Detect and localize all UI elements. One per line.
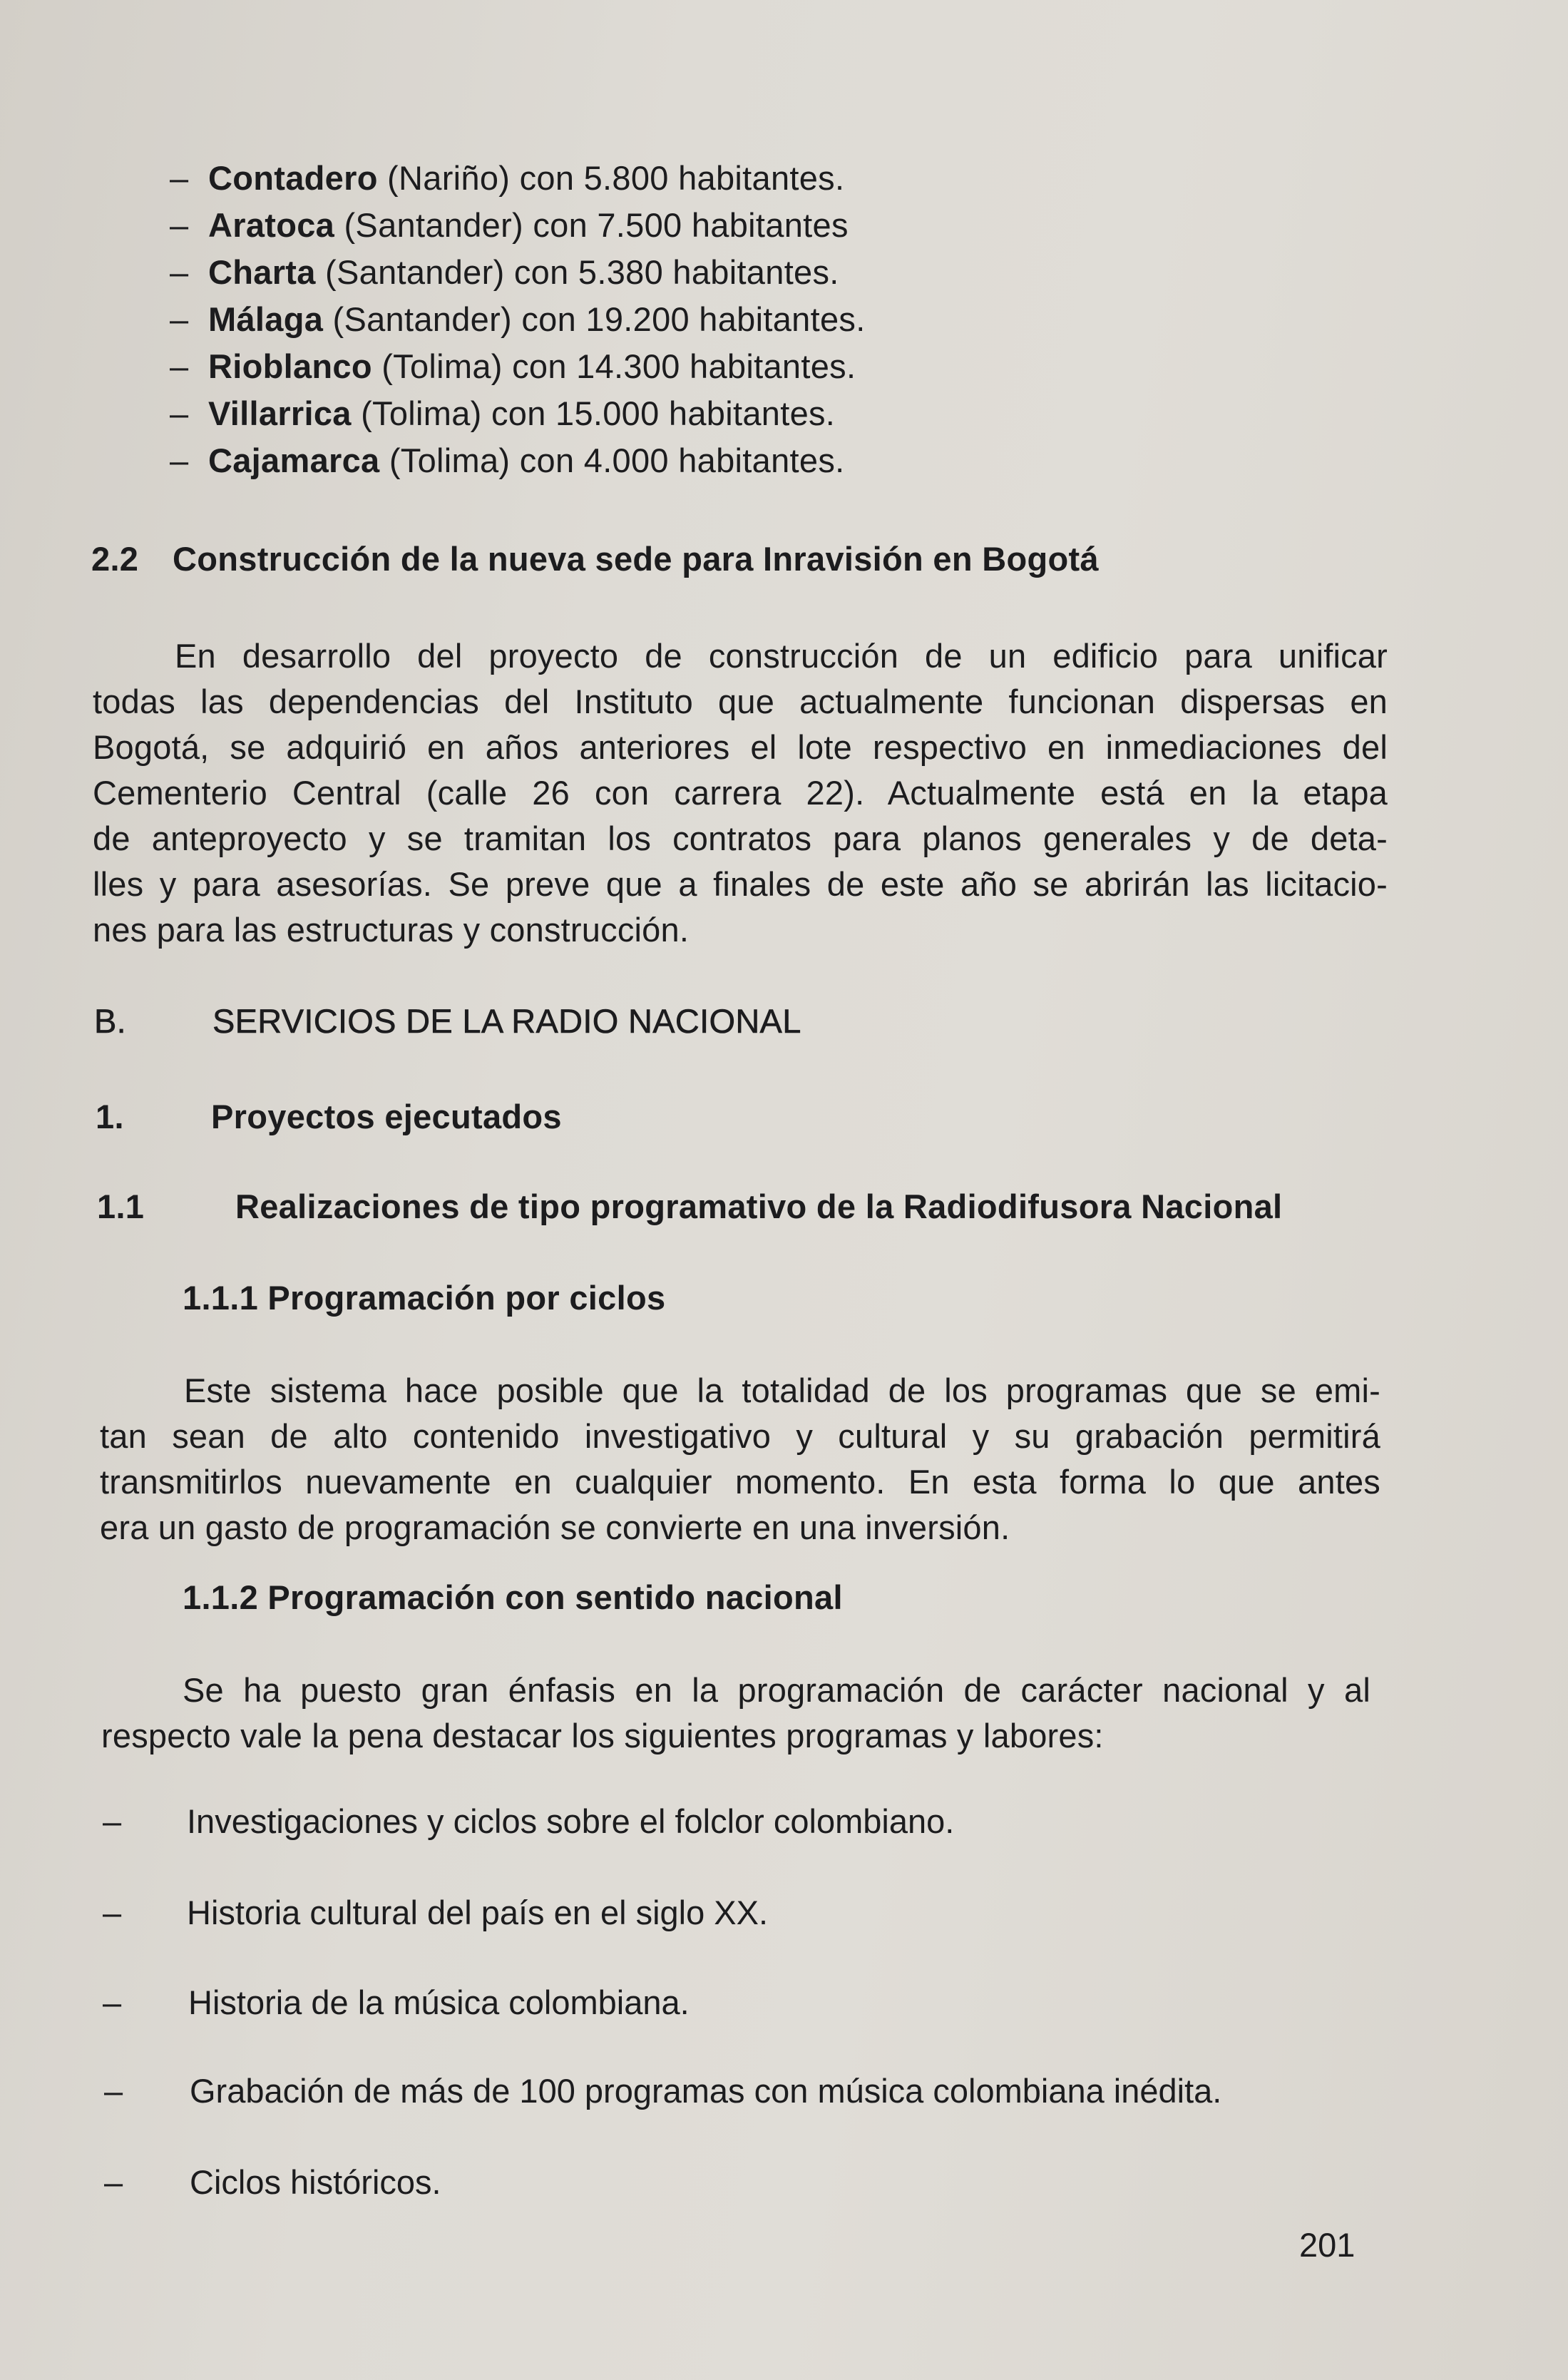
list-item-text: Historia cultural del país en el siglo XX. xyxy=(187,1894,769,1931)
paragraph-ciclos xyxy=(100,1368,1380,1551)
section-heading-1-1-1: 1.1.1 Programación por ciclos xyxy=(183,1279,666,1317)
section-heading-1-1 xyxy=(97,1185,1282,1228)
paragraph-line: Bogotá, se adquirió en años anteriores el lote respectivo en inmediaciones del xyxy=(93,728,1388,766)
section-heading-1 xyxy=(96,1095,562,1138)
dash-bullet: – xyxy=(103,1983,122,2021)
page-number: 201 xyxy=(1299,2226,1356,2264)
list-item-text: Historia de la música colombiana. xyxy=(188,1983,690,2021)
town-name: Cajamarca xyxy=(208,441,380,479)
town-detail: (Nariño) con 5.800 habitantes. xyxy=(377,159,845,197)
town-name: Rioblanco xyxy=(208,347,372,385)
list-item xyxy=(170,157,844,200)
town-detail: (Tolima) con 15.000 habitantes. xyxy=(351,394,836,432)
dash-bullet: – xyxy=(170,253,189,291)
list-item xyxy=(170,298,866,341)
list-item xyxy=(170,392,835,435)
town-detail: (Santander) con 5.380 habitantes. xyxy=(315,253,839,291)
list-item xyxy=(170,251,839,294)
paragraph-line: nes para las estructuras y construcción. xyxy=(93,911,690,949)
paragraph-line: Se ha puesto gran énfasis en la programación de carácter nacional y al xyxy=(183,1671,1370,1709)
list-item-text: Ciclos históricos. xyxy=(190,2163,441,2201)
paragraph-line: era un gasto de programación se convierte en una inversión. xyxy=(100,1508,1010,1546)
section-title: Construcción de la nueva sede para Inravisión en Bogotá xyxy=(173,540,1099,578)
section-number: 1. xyxy=(96,1098,124,1135)
paragraph-line: Este sistema hace posible que la totalidad de los programas que se emi- xyxy=(184,1372,1380,1409)
paragraph-line: En desarrollo del proyecto de construcción de un edificio para unificar xyxy=(175,637,1388,675)
town-detail: (Santander) con 19.200 habitantes. xyxy=(323,300,866,338)
paragraph-sentido-nacional xyxy=(101,1667,1370,1759)
section-title: Realizaciones de tipo programativo de la Radiodifusora Nacional xyxy=(235,1188,1283,1225)
list-item xyxy=(170,345,856,388)
paragraph-line: respecto vale la pena destacar los siguientes programas y labores: xyxy=(101,1717,1104,1755)
town-name: Contadero xyxy=(208,159,378,197)
section-number: 2.2 xyxy=(91,540,139,578)
paragraph-sede xyxy=(93,633,1388,953)
list-item xyxy=(170,439,844,482)
paragraph-line: de anteproyecto y se tramitan los contratos para planos generales y de deta- xyxy=(93,819,1388,857)
paragraph-line: todas las dependencias del Instituto que actualmente funcionan dispersas en xyxy=(93,683,1388,720)
section-number: 1.1 xyxy=(97,1188,145,1225)
dash-bullet: – xyxy=(170,347,189,385)
dash-bullet: – xyxy=(170,441,189,479)
dash-bullet: – xyxy=(104,2072,123,2110)
dash-bullet: – xyxy=(103,1802,122,1840)
town-name: Aratoca xyxy=(208,206,335,244)
town-name: Málaga xyxy=(208,300,324,338)
town-name: Charta xyxy=(208,253,316,291)
dash-bullet: – xyxy=(104,2163,123,2201)
town-detail: (Tolima) con 14.300 habitantes. xyxy=(371,347,856,385)
dash-bullet: – xyxy=(170,159,189,197)
section-letter: B. xyxy=(94,1002,127,1040)
list-item-text: Grabación de más de 100 programas con música colombiana inédita. xyxy=(190,2072,1222,2110)
paragraph-line: tan sean de alto contenido investigativo y cultural y su grabación permitirá xyxy=(100,1417,1380,1455)
paragraph-line: transmitirlos nuevamente en cualquier momento. En esta forma lo que antes xyxy=(100,1463,1380,1501)
dash-bullet: – xyxy=(170,206,189,244)
section-heading-b xyxy=(94,1000,801,1043)
dash-bullet: – xyxy=(170,394,189,432)
list-item xyxy=(170,204,849,247)
paragraph-line: lles y para asesorías. Se preve que a finales de este año se abrirán las licitacio- xyxy=(93,865,1388,903)
town-detail: (Tolima) con 4.000 habitantes. xyxy=(379,441,845,479)
list-item-text: Investigaciones y ciclos sobre el folclor colombiano. xyxy=(187,1802,955,1840)
town-detail: (Santander) con 7.500 habitantes xyxy=(334,206,849,244)
dash-bullet: – xyxy=(170,300,189,338)
section-title: SERVICIOS DE LA RADIO NACIONAL xyxy=(212,1002,801,1040)
section-heading-2-2 xyxy=(91,538,1099,581)
paragraph-line: Cementerio Central (calle 26 con carrera 22). Actualmente está en la etapa xyxy=(93,774,1388,812)
section-title: Proyectos ejecutados xyxy=(211,1098,562,1135)
town-name: Villarrica xyxy=(208,394,352,432)
section-heading-1-1-2: 1.1.2 Programación con sentido nacional xyxy=(183,1578,843,1616)
dash-bullet: – xyxy=(103,1894,122,1931)
